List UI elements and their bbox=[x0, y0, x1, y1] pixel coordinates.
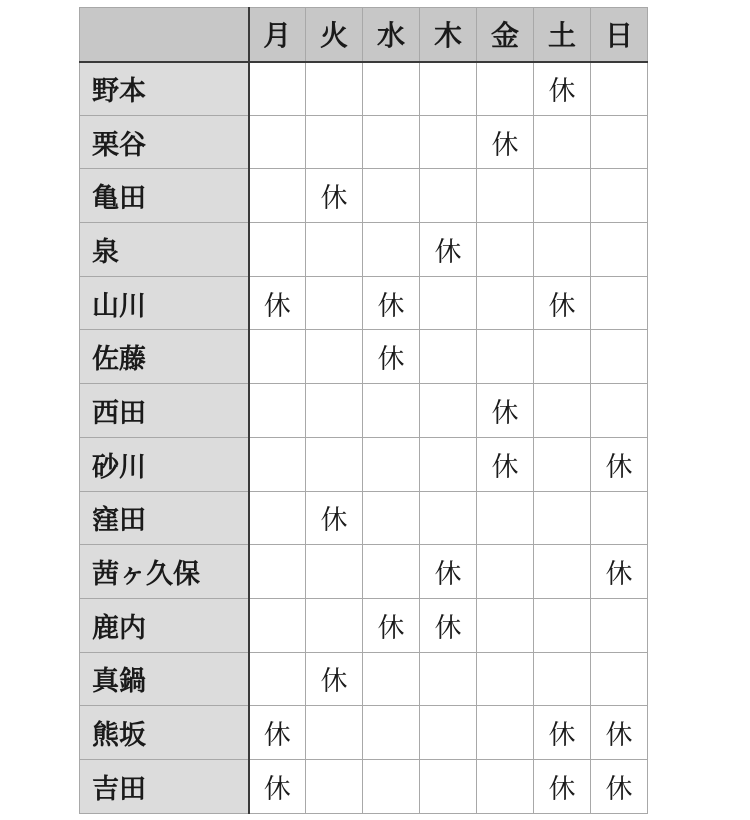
table-row bbox=[80, 437, 648, 491]
schedule-cell bbox=[420, 437, 477, 491]
table-row bbox=[80, 169, 648, 223]
schedule-cell bbox=[249, 384, 306, 438]
schedule-cell bbox=[306, 115, 363, 169]
table-row bbox=[80, 62, 648, 116]
schedule-cell bbox=[534, 652, 591, 706]
employee-name: 熊坂 bbox=[80, 706, 249, 760]
schedule-cell bbox=[249, 330, 306, 384]
schedule-cell: 休 bbox=[534, 62, 591, 116]
schedule-cell bbox=[477, 759, 534, 813]
employee-name: 泉 bbox=[80, 223, 249, 277]
schedule-cell bbox=[477, 598, 534, 652]
schedule-cell bbox=[363, 384, 420, 438]
schedule-cell: 休 bbox=[306, 169, 363, 223]
schedule-cell: 休 bbox=[363, 330, 420, 384]
schedule-cell bbox=[591, 276, 648, 330]
schedule-cell: 休 bbox=[306, 652, 363, 706]
schedule-cell bbox=[306, 545, 363, 599]
schedule-cell bbox=[249, 652, 306, 706]
schedule-cell: 休 bbox=[534, 276, 591, 330]
employee-name: 吉田 bbox=[80, 759, 249, 813]
schedule-cell: 休 bbox=[534, 706, 591, 760]
schedule-cell bbox=[306, 759, 363, 813]
schedule-cell bbox=[591, 598, 648, 652]
schedule-cell bbox=[306, 706, 363, 760]
schedule-cell bbox=[477, 706, 534, 760]
schedule-cell bbox=[249, 491, 306, 545]
schedule-cell bbox=[477, 330, 534, 384]
schedule-cell bbox=[420, 706, 477, 760]
schedule-cell bbox=[420, 115, 477, 169]
schedule-cell: 休 bbox=[420, 545, 477, 599]
schedule-cell bbox=[534, 330, 591, 384]
day-header-wed: 水 bbox=[363, 8, 420, 62]
schedule-cell bbox=[477, 276, 534, 330]
schedule-cell bbox=[534, 384, 591, 438]
schedule-cell bbox=[249, 169, 306, 223]
schedule-cell: 休 bbox=[249, 276, 306, 330]
schedule-cell bbox=[591, 115, 648, 169]
schedule-cell bbox=[420, 330, 477, 384]
schedule-cell bbox=[477, 223, 534, 277]
schedule-cell bbox=[534, 491, 591, 545]
table-row bbox=[80, 223, 648, 277]
employee-name: 西田 bbox=[80, 384, 249, 438]
schedule-cell bbox=[249, 115, 306, 169]
table-row bbox=[80, 330, 648, 384]
employee-name: 砂川 bbox=[80, 437, 249, 491]
schedule-cell bbox=[249, 62, 306, 116]
schedule-cell: 休 bbox=[249, 759, 306, 813]
schedule-cell bbox=[363, 491, 420, 545]
schedule-cell bbox=[534, 223, 591, 277]
table-row bbox=[80, 706, 648, 760]
schedule-cell bbox=[591, 169, 648, 223]
table-row bbox=[80, 598, 648, 652]
table-row bbox=[80, 652, 648, 706]
schedule-cell bbox=[591, 491, 648, 545]
employee-name: 鹿内 bbox=[80, 598, 249, 652]
table-row bbox=[80, 115, 648, 169]
schedule-body bbox=[80, 62, 648, 814]
schedule-cell bbox=[306, 437, 363, 491]
schedule-cell bbox=[534, 545, 591, 599]
schedule-table bbox=[79, 7, 648, 814]
schedule-cell bbox=[477, 652, 534, 706]
schedule-cell bbox=[363, 652, 420, 706]
schedule-cell bbox=[306, 598, 363, 652]
schedule-cell bbox=[420, 759, 477, 813]
schedule-cell bbox=[420, 169, 477, 223]
schedule-cell bbox=[534, 437, 591, 491]
day-header-sat: 土 bbox=[534, 8, 591, 62]
schedule-cell: 休 bbox=[420, 223, 477, 277]
employee-name: 茜ヶ久保 bbox=[80, 545, 249, 599]
schedule-cell bbox=[591, 330, 648, 384]
schedule-cell: 休 bbox=[420, 598, 477, 652]
employee-name: 山川 bbox=[80, 276, 249, 330]
schedule-cell: 休 bbox=[306, 491, 363, 545]
schedule-cell bbox=[591, 652, 648, 706]
schedule-cell bbox=[306, 62, 363, 116]
schedule-cell bbox=[420, 384, 477, 438]
schedule-cell bbox=[477, 62, 534, 116]
day-header-sun: 日 bbox=[591, 8, 648, 62]
day-header-mon: 月 bbox=[249, 8, 306, 62]
schedule-cell: 休 bbox=[591, 759, 648, 813]
schedule-cell bbox=[363, 437, 420, 491]
schedule-cell: 休 bbox=[477, 437, 534, 491]
schedule-cell: 休 bbox=[477, 115, 534, 169]
schedule-cell bbox=[363, 115, 420, 169]
employee-name: 窪田 bbox=[80, 491, 249, 545]
schedule-cell: 休 bbox=[591, 437, 648, 491]
day-header-thu: 木 bbox=[420, 8, 477, 62]
schedule-cell bbox=[306, 384, 363, 438]
schedule-cell bbox=[363, 545, 420, 599]
schedule-cell bbox=[363, 223, 420, 277]
schedule-cell bbox=[249, 223, 306, 277]
employee-name: 真鍋 bbox=[80, 652, 249, 706]
schedule-cell bbox=[306, 330, 363, 384]
schedule-cell bbox=[420, 276, 477, 330]
table-row bbox=[80, 276, 648, 330]
schedule-cell bbox=[363, 62, 420, 116]
schedule-cell bbox=[534, 598, 591, 652]
schedule-cell bbox=[534, 115, 591, 169]
schedule-cell: 休 bbox=[534, 759, 591, 813]
employee-name: 佐藤 bbox=[80, 330, 249, 384]
day-header-tue: 火 bbox=[306, 8, 363, 62]
schedule-cell bbox=[363, 706, 420, 760]
schedule-cell bbox=[477, 169, 534, 223]
schedule-cell bbox=[591, 62, 648, 116]
schedule-cell: 休 bbox=[591, 706, 648, 760]
schedule-cell: 休 bbox=[591, 545, 648, 599]
schedule-cell: 休 bbox=[363, 276, 420, 330]
schedule-cell bbox=[591, 223, 648, 277]
schedule-cell: 休 bbox=[477, 384, 534, 438]
schedule-cell bbox=[249, 545, 306, 599]
day-header-fri: 金 bbox=[477, 8, 534, 62]
table-row bbox=[80, 491, 648, 545]
employee-name: 亀田 bbox=[80, 169, 249, 223]
corner-cell bbox=[80, 8, 249, 62]
schedule-cell bbox=[420, 491, 477, 545]
schedule-cell bbox=[534, 169, 591, 223]
employee-name: 栗谷 bbox=[80, 115, 249, 169]
header-row bbox=[80, 8, 648, 62]
schedule-cell bbox=[363, 759, 420, 813]
schedule-cell: 休 bbox=[249, 706, 306, 760]
employee-name: 野本 bbox=[80, 62, 249, 116]
schedule-cell bbox=[249, 598, 306, 652]
schedule-cell bbox=[363, 169, 420, 223]
schedule-cell bbox=[477, 491, 534, 545]
schedule-cell: 休 bbox=[363, 598, 420, 652]
table-row bbox=[80, 545, 648, 599]
schedule-cell bbox=[420, 652, 477, 706]
table-row bbox=[80, 759, 648, 813]
schedule-cell bbox=[477, 545, 534, 599]
schedule-cell bbox=[306, 276, 363, 330]
schedule-cell bbox=[306, 223, 363, 277]
schedule-cell bbox=[420, 62, 477, 116]
schedule-cell bbox=[591, 384, 648, 438]
table-row bbox=[80, 384, 648, 438]
schedule-cell bbox=[249, 437, 306, 491]
